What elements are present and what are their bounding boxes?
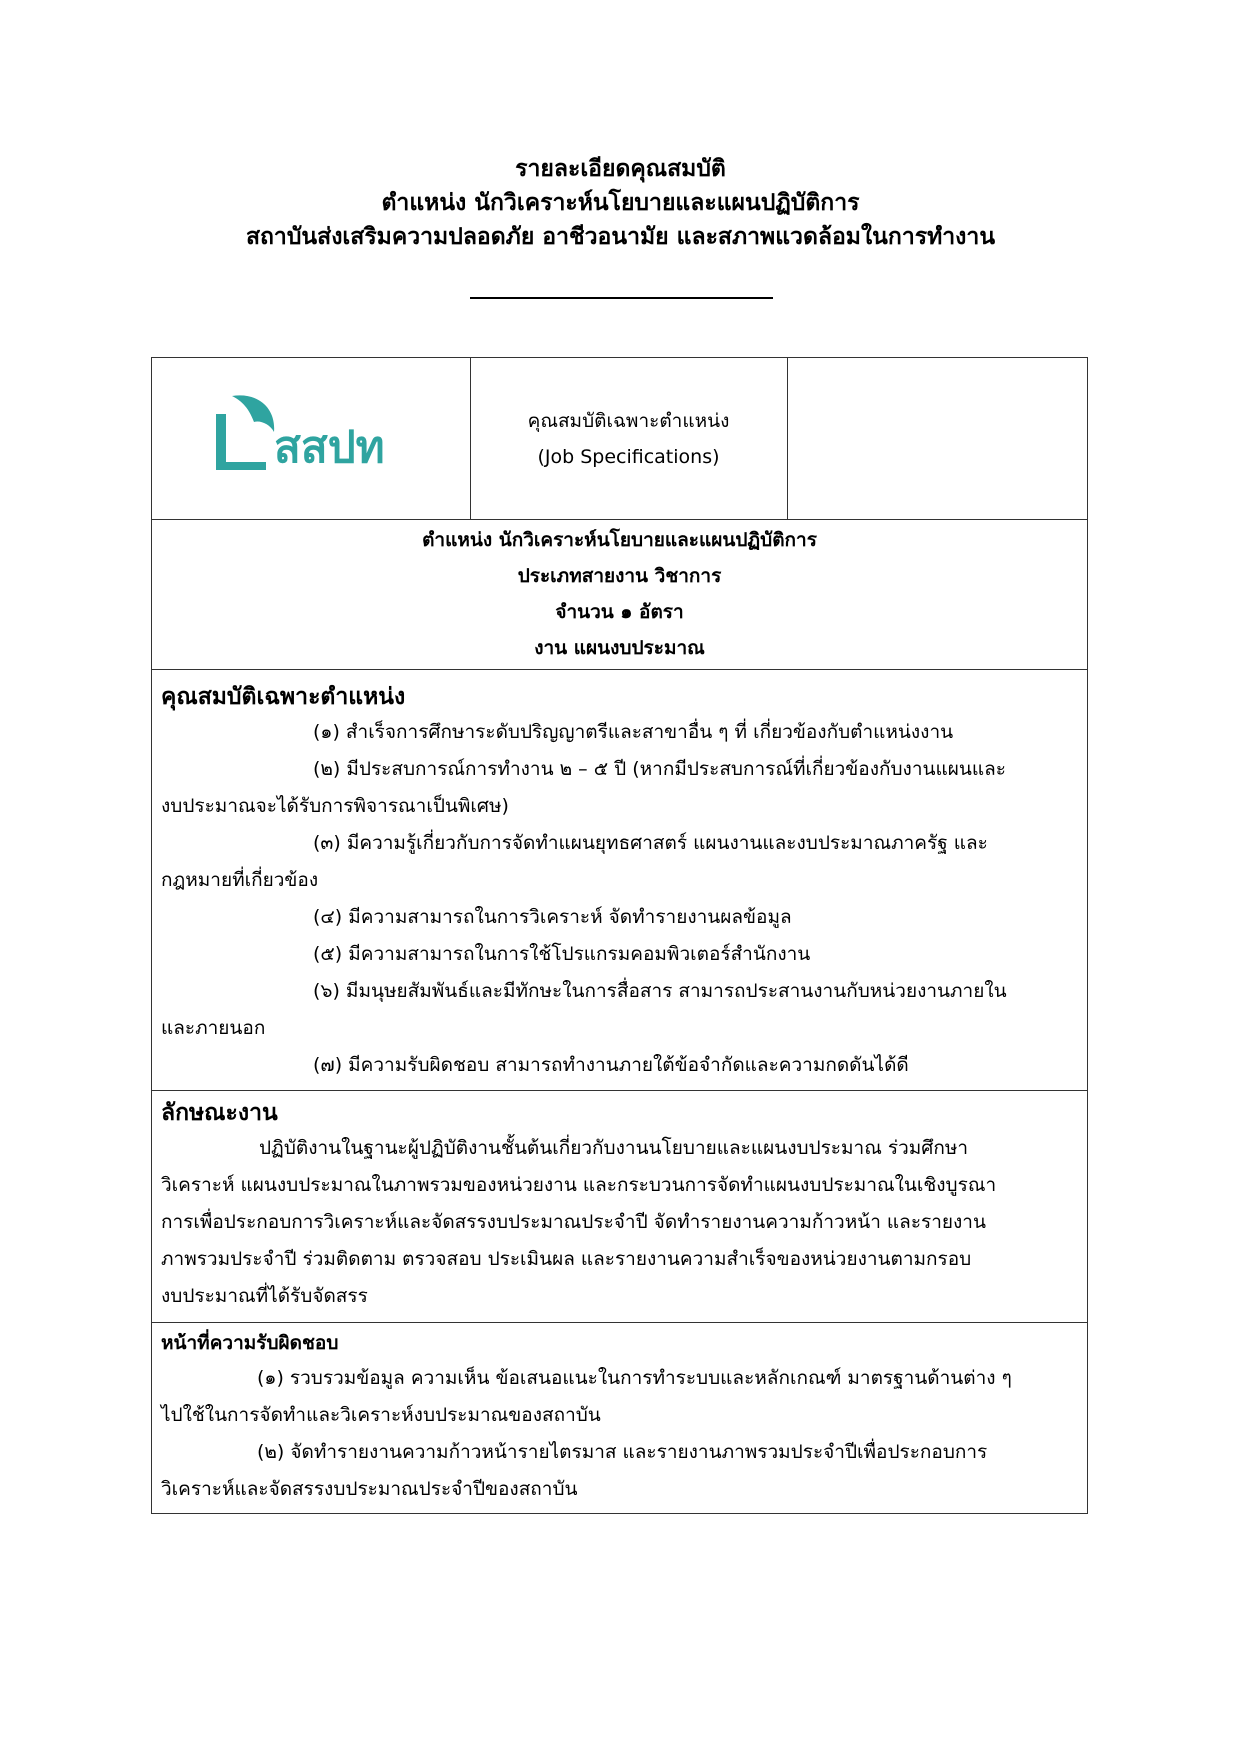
responsibility-item: (๒) จัดทำรายงานความก้าวหน้ารายไตรมาส และรายงานภาพรวมประจำปีเพื่อประกอบการ (257, 1441, 988, 1463)
logo-wordmark: สสปท (274, 422, 385, 473)
responsibility-item-continued: วิเคราะห์และจัดสรรงบประมาณประจำปีของสถาบัน (161, 1478, 578, 1500)
divider (152, 1322, 1087, 1323)
responsibility-item: (๑) รวบรวมข้อมูล ความเห็น ข้อเสนอแนะในการทำระบบและหลักเกณฑ์ มาตรฐานด้านต่าง ๆ (257, 1367, 1012, 1389)
header-position: ตำแหน่ง นักวิเคราะห์นโยบายและแผนปฏิบัติการ (381, 190, 860, 216)
job-nature-section (152, 1096, 1087, 1315)
qualification-item-continued: งบประมาณจะได้รับการพิจารณาเป็นพิเศษ) (161, 795, 509, 817)
job-nature-line: วิเคราะห์ แผนงบประมาณในภาพรวมของหน่วยงาน และกระบวนการจัดทำแผนงบประมาณในเชิงบูรณา (161, 1174, 997, 1196)
header-institute: สถาบันส่งเสริมความปลอดภัย อาชีวอนามัย และสภาพแวดล้อมในการทำงาน (245, 224, 996, 250)
qualification-item: (๔) มีความสามารถในการวิเคราะห์ จัดทำรายงานผลข้อมูล (313, 906, 792, 928)
qualification-item-continued: กฎหมายที่เกี่ยวข้อง (161, 869, 319, 891)
spec-title-thai: คุณสมบัติเฉพาะตำแหน่ง (527, 410, 730, 432)
qualification-item: (๒) มีประสบการณ์การทำงาน ๒ – ๕ ปี (หากมีประสบการณ์ที่เกี่ยวข้องกับงานแผนและ (313, 758, 1006, 780)
position-count: จำนวน ๑ อัตรา (555, 601, 684, 623)
responsibilities-section (152, 1326, 1087, 1508)
job-nature-line: งบประมาณที่ได้รับจัดสรร (161, 1285, 368, 1307)
document-header (0, 152, 1241, 254)
position-cell (152, 519, 1087, 669)
institute-logo (210, 386, 410, 486)
job-nature-heading: ลักษณะงาน (161, 1100, 278, 1126)
qualification-item: (๗) มีความรับผิดชอบ สามารถทำงานภายใต้ข้อจำกัดและความกดดันได้ดี (313, 1054, 909, 1076)
spec-title-cell (470, 358, 787, 519)
document-title: รายละเอียดคุณสมบัติ (515, 156, 726, 182)
spec-title-english: (Job Specifications) (537, 446, 720, 468)
qualification-item: (๖) มีมนุษยสัมพันธ์และมีทักษะในการสื่อสาร สามารถประสานงานกับหน่วยงานภายใน (313, 980, 1007, 1002)
logo-cell (152, 358, 470, 519)
job-nature-line: ภาพรวมประจำปี ร่วมติดตาม ตรวจสอบ ประเมินผล และรายงานความสำเร็จของหน่วยงานตามกรอบ (161, 1248, 972, 1270)
position-unit: งาน แผนงบประมาณ (534, 637, 705, 659)
position-type: ประเภทสายงาน วิชาการ (517, 565, 722, 587)
blank-cell (787, 358, 1089, 519)
job-nature-line: ปฏิบัติงานในฐานะผู้ปฏิบัติงานชั้นต้นเกี่ยวกับงานนโยบายและแผนงบประมาณ ร่วมศึกษา (259, 1137, 969, 1159)
job-nature-line: การเพื่อประกอบการวิเคราะห์และจัดสรรงบประมาณประจำปี จัดทำรายงานความก้าวหน้า และรายงาน (161, 1211, 986, 1233)
qualifications-heading: คุณสมบัติเฉพาะตำแหน่ง (161, 684, 406, 710)
responsibility-item-continued: ไปใช้ในการจัดทำและวิเคราะห์งบประมาณของสถาบัน (161, 1404, 601, 1426)
qualification-item: (๑) สำเร็จการศึกษาระดับปริญญาตรีและสาขาอื่น ๆ ที่ เกี่ยวข้องกับตำแหน่งงาน (313, 721, 954, 743)
qualification-item: (๓) มีความรู้เกี่ยวกับการจัดทำแผนยุทธศาสตร์ แผนงานและงบประมาณภาครัฐ และ (313, 832, 988, 854)
qualifications-section (152, 680, 1087, 1084)
qualification-item-continued: และภายนอก (161, 1017, 266, 1039)
title-underline (470, 297, 773, 299)
qualification-item: (๕) มีความสามารถในการใช้โปรแกรมคอมพิวเตอร์สำนักงาน (313, 943, 811, 965)
divider (152, 1090, 1087, 1091)
responsibilities-heading: หน้าที่ความรับผิดชอบ (161, 1332, 339, 1354)
divider (152, 669, 1087, 670)
position-title: ตำแหน่ง นักวิเคราะห์นโยบายและแผนปฏิบัติการ (422, 529, 817, 551)
job-spec-table (151, 357, 1088, 1514)
